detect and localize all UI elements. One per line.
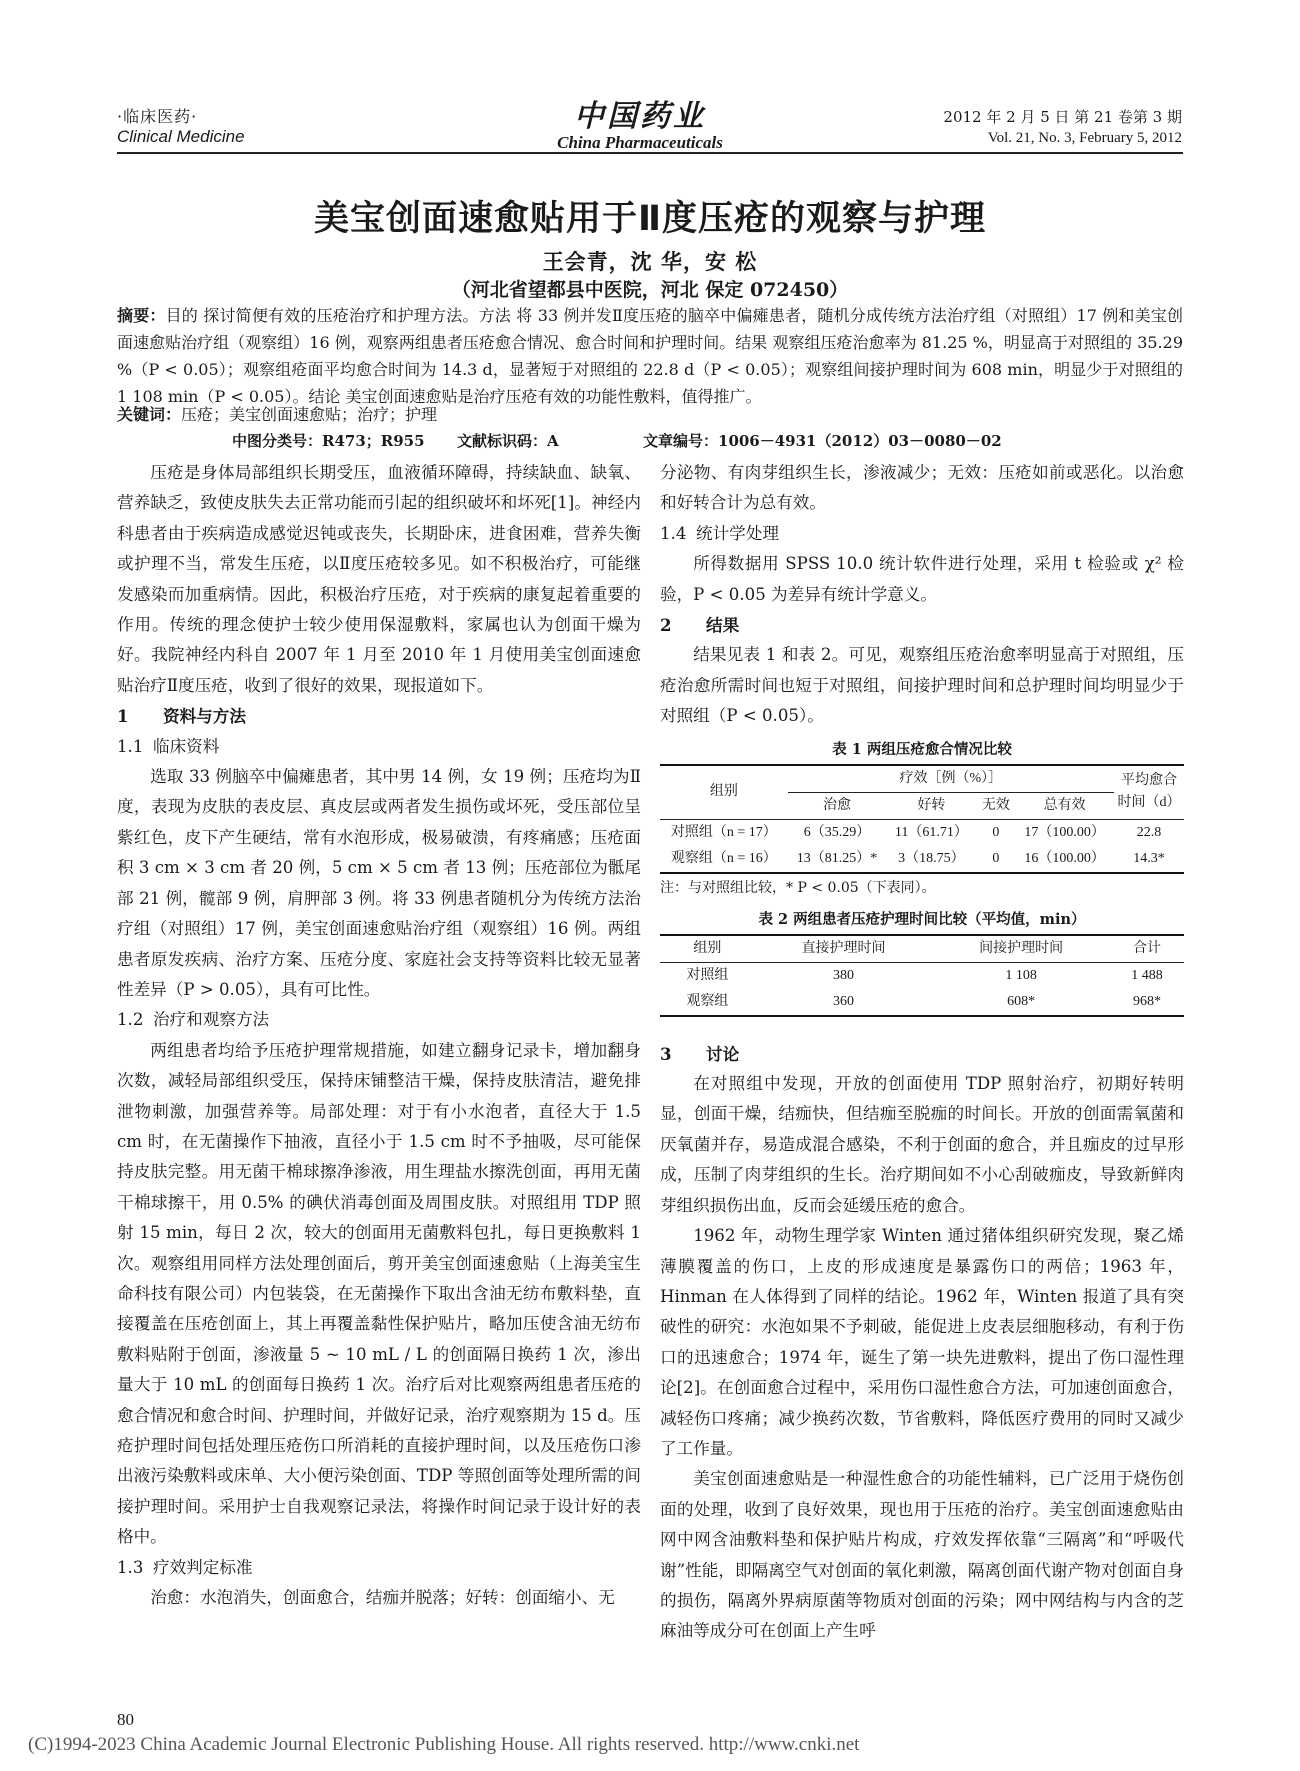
subsection-number: 1.4 [660, 523, 687, 543]
paragraph: 所得数据用 SPSS 10.0 统计软件进行处理，采用 t 检验或 χ² 检验，P < 0.05 为差异有统计学意义。 [660, 554, 1184, 604]
table-cell: 16（100.00） [1024, 850, 1105, 866]
right-column [660, 458, 1184, 1647]
paragraph: 在对照组中发现，开放的创面使用 TDP 照射治疗，初期好转明显，创面干燥，结痂快，但结痂至脱痂的时间长。开放的创面需氧菌和厌氧菌并存，易造成混合感染，不利于创面的愈合，并且痂皮的过早形成，压制了肉芽组织的生长。治疗期间如不小心刮破痂皮，导致新鲜肉芽组织损伤出血，反而会延缓压疮的愈合。 [660, 1074, 1184, 1215]
table-cell: 14.3* [1133, 850, 1165, 866]
subsection-heading [117, 1005, 641, 1035]
subsection-title: 疗效判定标准 [153, 1557, 253, 1577]
table-cell: 360 [833, 993, 855, 1009]
table-cell: 0 [992, 850, 1000, 866]
journal-name-en: China Pharmaceuticals [557, 133, 723, 152]
table-row [660, 962, 1184, 989]
table-cell: 11（61.71） [894, 824, 968, 840]
paragraph: 1962 年，动物生理学家 Winten 通过猪体组织研究发现，聚乙烯薄膜覆盖的伤口，上皮的形成速度是暴露伤口的两倍；1963 年，Hinman 在人体得到了同样的结论。1962 年，Winten 报道了具有突破性的研究：水泡如果不予刺破，能促进上皮表层细胞移动，有利于伤口的迅速愈合；1974 年，诞生了第一块先进敷料，提出了伤口湿性理论[2]。在创面愈合过程中，采用伤口湿性愈合方法，可加速创面愈合，减轻伤口疼痛；减少换药次数，节省敷料，降低医疗费用的同时又减少了工作量。 [660, 1226, 1184, 1458]
section-title: 结果 [706, 615, 740, 636]
table1-subheader: 无效 [976, 792, 1015, 819]
subsection-title: 治疗和观察方法 [153, 1010, 270, 1030]
paragraph: 美宝创面速愈贴是一种湿性愈合的功能性辅料，已广泛用于烧伤创面的处理，收到了良好效果，现也用于压疮的治疗。美宝创面速愈贴由网中网含油敷料垫和保护贴片构成，疗效发挥依靠“三隔离”和“呼吸代谢”性能，即隔离空气对创面的氧化刺激，隔离创面代谢产物对创面自身的损伤，隔离外界病原菌等物质对创面的污染；网中网结构与内含的芝麻油等成分可在创面上产生呼 [660, 1469, 1184, 1641]
table-cell: 1 488 [1131, 967, 1163, 983]
article-affiliation: （河北省望都县中医院，河北 保定 072450） [451, 279, 849, 301]
table-cell: 968* [1132, 993, 1161, 1009]
table-cell: 22.8 [1136, 824, 1162, 840]
journal-logo [540, 99, 740, 154]
article-authors: 王会青，沈 华，安 松 [542, 249, 758, 274]
table-cell: 608* [1007, 993, 1036, 1009]
table2-header: 组别 [693, 940, 722, 956]
abstract [117, 302, 1183, 410]
table2-header: 直接护理时间 [801, 940, 886, 956]
section-heading [117, 701, 641, 731]
subsection-heading [117, 1553, 641, 1583]
table1-header-effect: 疗效［例（%）］ [899, 770, 1003, 786]
table-row [660, 846, 1184, 873]
table-row [660, 989, 1184, 1016]
clc-number: 中图分类号：R473；R955 [232, 432, 425, 450]
article-title: 美宝创面速愈贴用于Ⅱ度压疮的观察与护理 [313, 199, 987, 239]
document-code: 文献标识码：A [457, 432, 559, 450]
section-heading [660, 610, 1184, 640]
article-number: 文章编号：1006－4931（2012）03－0080－02 [643, 432, 1002, 450]
table2-header: 合计 [1132, 940, 1161, 956]
section-number: 1 [117, 706, 129, 727]
section-number: 3 [660, 1043, 672, 1064]
table1-subheader: 总有效 [1015, 792, 1114, 819]
section-heading [660, 1039, 1184, 1069]
table2-caption: 表 2 两组患者压疮护理时间比较（平均值，min） [758, 910, 1086, 928]
table-cell: 对照组 [686, 967, 729, 983]
table-cell: 380 [833, 967, 855, 983]
keywords-label: 关键词： [117, 405, 182, 424]
subsection-heading [117, 732, 641, 762]
paragraph: 两组患者均给予压疮护理常规措施，如建立翻身记录卡，增加翻身次数，减轻局部组织受压，保持床铺整洁干燥，保持皮肤清洁，避免排泄物刺激，加强营养等。局部处理：对于有小水泡者，直径大于 1.5 cm 时，在无菌操作下抽液，直径小于 1.5 cm 时不予抽吸，尽可能保持皮肤完整。用无菌干棉球擦净渗液，用生理盐水擦洗创面，再用无菌干棉球擦干，用 0.5% 的碘伏消毒创面及周围皮肤。对照组用 TDP 照射 15 min，每日 2 次，较大的创面用无菌敷料包扎，每日更换敷料 1 次。观察组用同样方法处理创面后，剪开美宝创面速愈贴（上海美宝生命科技有限公司）内包装袋，在无菌操作下取出含油无纺布敷料垫，直接覆盖在压疮创面上，其上再覆盖黏性保护贴片，略加压使含油无纺布敷料贴附于创面，渗液量 5 ~ 10 mL / L 的创面隔日换药 1 次，渗出量大于 10 mL 的创面每日换药 1 次。治疗后对比观察两组患者压疮的愈合情况和愈合时间、护理时间，并做好记录，治疗观察期为 15 d。压疮护理时间包括处理压疮伤口所消耗的直接护理时间，以及压疮伤口渗出液污染敷料或床单、大小便污染创面、TDP 等照创面等处理所需的间接护理时间。采用护士自我观察记录法，将操作时间记录于设计好的表格中。 [117, 1040, 641, 1547]
table-cell: 观察组 [686, 993, 729, 1009]
table1 [660, 764, 1184, 874]
subsection-title: 临床资料 [153, 736, 220, 756]
issue-info-en: Vol. 21, No. 3, February 5, 2012 [987, 130, 1182, 146]
section-title: 讨论 [706, 1043, 740, 1064]
table1-caption: 表 1 两组压疮愈合情况比较 [832, 740, 1012, 758]
table-cell: 3（18.75） [898, 850, 965, 866]
table2 [660, 934, 1184, 1017]
keywords-text: 压疮；美宝创面速愈贴；治疗；护理 [181, 405, 438, 424]
abstract-text: 目的 探讨简便有效的压疮治疗和护理方法。方法 将 33 例并发Ⅱ度压疮的脑卒中偏瘫患者，随机分成传统方法治疗组（对照组）17 例和美宝创面速愈贴治疗组（观察组）16 例，观察两组患者压疮愈合情况、愈合时间和护理时间。结果 观察组压疮治愈率为 81.25 %，明显高于对照组的 35.29 %（P < 0.05）；观察组疮面平均愈合时间为 14.3 d，显著短于对照组的 22.8 d（P < 0.05）；观察组间接护理时间为 608 min，明显少于对照组的 1 108 min（P < 0.05）。结论 美宝创面速愈贴是治疗压疮有效的功能性敷料，值得推广。 [117, 306, 1183, 406]
table-row [660, 819, 1184, 846]
table1-note: 注：与对照组比较，* P < 0.05（下表同）。 [660, 879, 936, 896]
section-title: 资料与方法 [163, 706, 246, 727]
paragraph: 分泌物、有肉芽组织生长，渗液减少；无效：压疮如前或恶化。以治愈和好转合计为总有效。 [660, 463, 1184, 513]
section-number: 2 [660, 615, 672, 636]
page-number: 80 [117, 1710, 134, 1729]
subsection-number: 1.3 [117, 1557, 144, 1577]
paragraph: 选取 33 例脑卒中偏瘫患者，其中男 14 例，女 19 例；压疮均为Ⅱ度，表现为皮肤的表皮层、真皮层或两者发生损伤或坏死，受压部位呈紫红色，皮下产生硬结，常有水泡形成，极易破溃，有疼痛感；压疮面积 3 cm × 3 cm 者 20 例，5 cm × 5 cm 者 13 例；压疮部位为骶尾部 21 例，髋部 9 例，肩胛部 3 例。将 33 例患者随机分为传统方法治疗组（对照组）17 例，美宝创面速愈贴治疗组（观察组）16 例。两组患者原发疾病、治疗方案、压疮分度、家庭社会支持等资料比较无显著性差异（P > 0.05），具有可比性。 [117, 767, 641, 999]
keywords [117, 403, 1183, 427]
table1-subheader: 好转 [886, 792, 976, 819]
header-rule [117, 152, 1183, 154]
copyright-notice: (C)1994-2023 China Academic Journal Electronic Publishing House. All rights reserved. http://www.cnki.net [28, 1734, 860, 1755]
left-column [117, 458, 641, 1613]
section-label-en: Clinical Medicine [117, 127, 245, 146]
subsection-number: 1.1 [117, 736, 144, 756]
intro-paragraph: 压疮是身体局部组织长期受压，血液循环障碍，持续缺血、缺氧、营养缺乏，致使皮肤失去正常功能而引起的组织破坏和坏死[1]。神经内科患者由于疾病造成感觉迟钝或丧失，长期卧床，进食困难，营养失衡或护理不当，常发生压疮，以Ⅱ度压疮较多见。如不积极治疗，可能继发感染而加重病情。因此，积极治疗压疮，对于疾病的康复起着重要的作用。传统的理念使护士较少使用保湿敷料，家属也认为创面干燥为好。我院神经内科自 2007 年 1 月至 2010 年 1 月使用美宝创面速愈贴治疗Ⅱ度压疮，收到了很好的效果，现报道如下。 [117, 463, 641, 695]
table-cell: 观察组（n = 16） [670, 850, 777, 866]
issue-info-cn: 2012 年 2 月 5 日 第 21 卷第 3 期 [943, 108, 1182, 126]
table-cell: 对照组（n = 17） [670, 824, 777, 840]
paragraph: 结果见表 1 和表 2。可见，观察组压疮治愈率明显高于对照组，压疮治愈所需时间也短于对照组，间接护理时间和总护理时间均明显少于对照组（P < 0.05）。 [660, 645, 1184, 726]
table1-subheader: 治愈 [788, 792, 887, 819]
table-cell: 1 108 [1005, 967, 1037, 983]
subsection-title: 统计学处理 [696, 523, 779, 543]
table-cell: 13（81.25）* [796, 850, 878, 866]
table2-header: 间接护理时间 [979, 940, 1064, 956]
journal-name-cn: 中国药业 [574, 99, 706, 134]
subsection-heading [660, 519, 1184, 549]
table-cell: 17（100.00） [1024, 824, 1105, 840]
table1-header-group: 组别 [709, 784, 738, 800]
section-label-cn: ·临床医药· [117, 107, 198, 126]
table-cell: 0 [992, 824, 1000, 840]
subsection-number: 1.2 [117, 1010, 144, 1030]
abstract-label: 摘要： [117, 306, 166, 325]
table1-header-time: 平均愈合时间（d） [1117, 773, 1181, 811]
paragraph: 治愈：水泡消失，创面愈合，结痂并脱落；好转：创面缩小、无 [150, 1588, 615, 1608]
table-cell: 6（35.29） [803, 824, 871, 840]
